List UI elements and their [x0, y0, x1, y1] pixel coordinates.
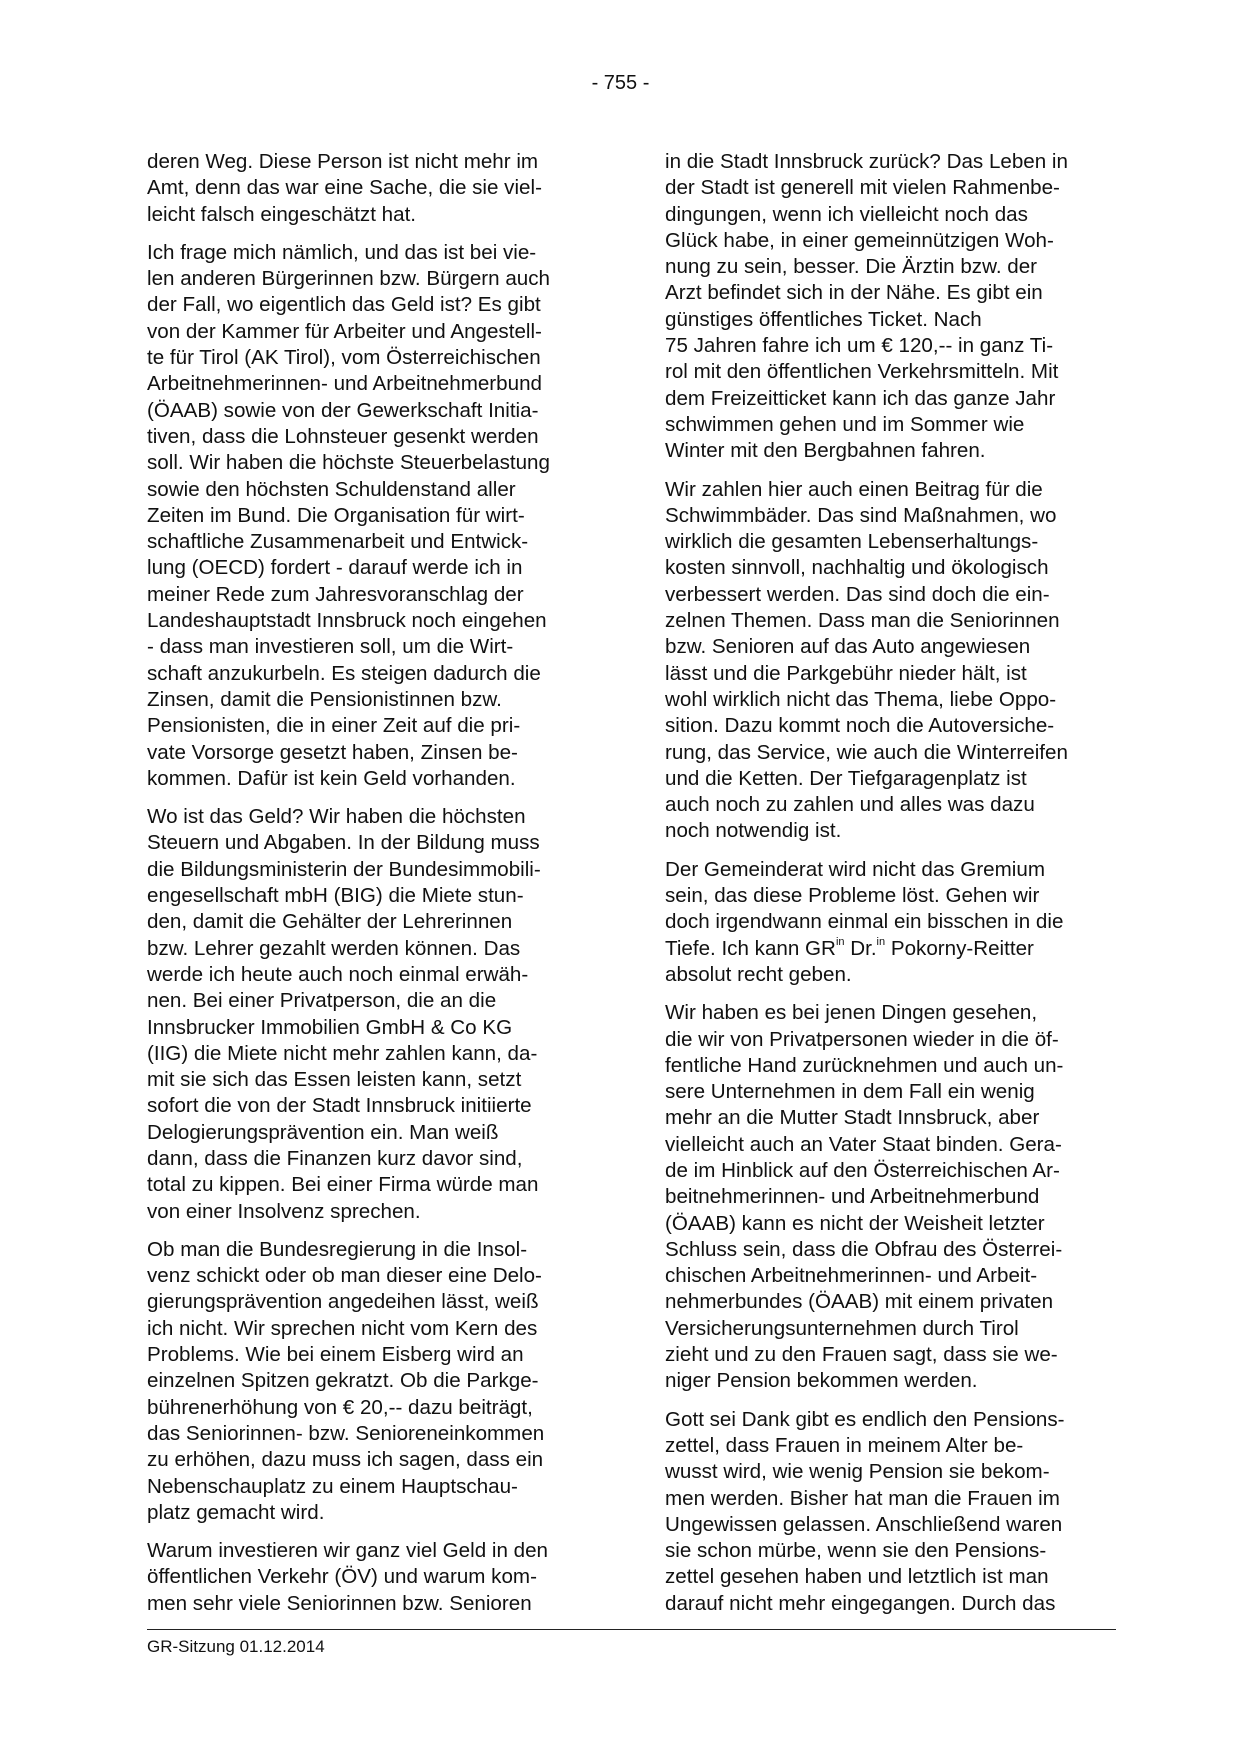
paragraph [665, 477, 1117, 845]
text-line: Problems. Wie bei einem Eisberg wird an [147, 1343, 524, 1367]
text-line: Pensionisten, die in einer Zeit auf die pri- [147, 714, 521, 738]
text-line: Zeiten im Bund. Die Organisation für wirt- [147, 503, 525, 527]
text-line: schaft anzukurbeln. Es steigen dadurch die [147, 661, 541, 685]
text-line: mehr an die Mutter Stadt Innsbruck, aber [665, 1106, 1040, 1130]
text-line: sofort die von der Stadt Innsbruck initiierte [147, 1094, 532, 1118]
text-line: noch notwendig ist. [665, 819, 842, 843]
text-line: Wo ist das Geld? Wir haben die höchsten [147, 805, 526, 829]
text-line: zu erhöhen, dazu muss ich sagen, dass ein [147, 1448, 544, 1472]
text-line: Schluss sein, dass die Obfrau des Österrei- [665, 1237, 1063, 1261]
text-line: zelnen Themen. Dass man die Seniorinnen [665, 609, 1060, 633]
text-line: von einer Insolvenz sprechen. [147, 1199, 421, 1223]
text-line: tiven, dass die Lohnsteuer gesenkt werden [147, 424, 539, 448]
text-line: sein, das diese Probleme löst. Gehen wir [665, 884, 1040, 908]
text-line: und die Ketten. Der Tiefgaragenplatz ist [665, 766, 1027, 790]
text-line: das Seniorinnen- bzw. Senioreneinkommen [147, 1421, 545, 1445]
text-fragment: Pokorny-Reitter [885, 936, 1034, 960]
text-line: die wir von Privatpersonen wieder in die öf- [665, 1027, 1059, 1051]
text-line: von der Kammer für Arbeiter und Angestell- [147, 319, 542, 343]
paragraph [147, 149, 599, 228]
text-line: lässt und die Parkgebühr nieder hält, ist [665, 661, 1027, 685]
text-line: sowie den höchsten Schuldenstand aller [147, 477, 516, 501]
text-line: Winter mit den Bergbahnen fahren. [665, 439, 986, 463]
paragraph [665, 1000, 1117, 1394]
paragraph [665, 149, 1117, 465]
text-line: zettel, dass Frauen in meinem Alter be- [665, 1433, 1024, 1457]
text-line: Warum investieren wir ganz viel Geld in den [147, 1539, 548, 1563]
text-line: absolut recht geben. [665, 962, 852, 986]
text-line: schaftliche Zusammenarbeit und Entwick- [147, 530, 529, 554]
text-line: Amt, denn das war eine Sache, die sie viel- [147, 176, 542, 200]
text-line [665, 936, 1117, 962]
text-line: chischen Arbeitnehmerinnen- und Arbeit- [665, 1264, 1038, 1288]
text-line: te für Tirol (AK Tirol), vom Österreichischen [147, 346, 541, 370]
text-line: in die Stadt Innsbruck zurück? Das Leben in [665, 150, 1068, 173]
paragraph [147, 804, 599, 1225]
text-line: nen. Bei einer Privatperson, die an die [147, 989, 497, 1013]
text-line: sere Unternehmen in dem Fall ein wenig [665, 1080, 1035, 1104]
text-line: ich nicht. Wir sprechen nicht vom Kern des [147, 1316, 538, 1340]
text-line: nehmerbundes (ÖAAB) mit einem privaten [665, 1290, 1054, 1314]
text-line: Innsbrucker Immobilien GmbH & Co KG [147, 1015, 513, 1039]
text-line: rol mit den öffentlichen Verkehrsmitteln. Mit [665, 360, 1059, 384]
text-line: günstiges öffentliches Ticket. Nach [665, 307, 982, 331]
text-line: gierungsprävention angedeihen lässt, weiß [147, 1290, 539, 1314]
text-line: meiner Rede zum Jahresvoranschlag der [147, 582, 524, 606]
text-line: dem Freizeitticket kann ich das ganze Jahr [665, 386, 1056, 410]
text-line: Arzt befindet sich in der Nähe. Es gibt ein [665, 281, 1043, 305]
text-line: Delogierungsprävention ein. Man weiß [147, 1120, 499, 1144]
text-line: sie schon mürbe, wenn sie den Pensions- [665, 1539, 1047, 1563]
text-line: (ÖAAB) sowie von der Gewerkschaft Initia- [147, 398, 539, 422]
text-line: engesellschaft mbH (BIG) die Miete stun- [147, 884, 524, 908]
text-line: einzelnen Spitzen gekratzt. Ob die Parkge- [147, 1369, 539, 1393]
text-line: vate Vorsorge gesetzt haben, Zinsen be- [147, 740, 518, 764]
superscript: in [835, 935, 845, 948]
page-number: - 755 - [591, 72, 650, 94]
text-line: der Fall, wo eigentlich das Geld ist? Es gibt [147, 293, 541, 317]
text-line: bzw. Senioren auf das Auto angewiesen [665, 635, 1031, 659]
text-line: sition. Dazu kommt noch die Autoversiche- [665, 714, 1055, 738]
text-line: wohl wirklich nicht das Thema, liebe Oppo- [665, 687, 1057, 711]
text-line: bzw. Lehrer gezahlt werden können. Das [147, 936, 521, 960]
text-fragment: Tiefe. Ich kann GR [665, 936, 836, 960]
text-line: der Stadt ist generell mit vielen Rahmenbe- [665, 176, 1060, 200]
text-line: deren Weg. Diese Person ist nicht mehr im [147, 150, 539, 173]
text-line: Arbeitnehmerinnen- und Arbeitnehmerbund [147, 372, 542, 396]
text-line: darauf nicht mehr eingegangen. Durch das [665, 1591, 1056, 1615]
text-line: bührenerhöhung von € 20,-- dazu beiträgt, [147, 1395, 533, 1419]
text-line: Ob man die Bundesregierung in die Insol- [147, 1237, 528, 1261]
right-column [665, 149, 1117, 1629]
text-line: men werden. Bisher hat man die Frauen im [665, 1486, 1060, 1510]
text-line: auch noch zu zahlen und alles was dazu [665, 793, 1035, 817]
text-line: fentliche Hand zurücknehmen und auch un- [665, 1053, 1064, 1077]
text-line: Versicherungsunternehmen durch Tirol [665, 1316, 1019, 1340]
paragraph [665, 1407, 1117, 1617]
text-line: Nebenschauplatz zu einem Hauptschau- [147, 1474, 518, 1498]
text-line: Wir zahlen hier auch einen Beitrag für die [665, 477, 1043, 501]
text-line: kosten sinnvoll, nachhaltig und ökologisch [665, 556, 1049, 580]
text-line: Gott sei Dank gibt es endlich den Pensions- [665, 1407, 1065, 1431]
text-line: doch irgendwann einmal ein bisschen in die [665, 910, 1064, 934]
text-line: - dass man investieren soll, um die Wirt- [147, 635, 514, 659]
left-column [147, 149, 599, 1629]
paragraph [147, 1237, 599, 1526]
text-line: beitnehmerinnen- und Arbeitnehmerbund [665, 1185, 1040, 1209]
text-line: Landeshauptstadt Innsbruck noch eingehen [147, 609, 547, 633]
text-line: dingungen, wenn ich vielleicht noch das [665, 202, 1028, 226]
text-line: Glück habe, in einer gemeinnützigen Woh- [665, 228, 1054, 252]
footer-divider [147, 1629, 1116, 1630]
text-line: zettel gesehen haben und letztlich ist man [665, 1565, 1049, 1589]
text-line: die Bildungsministerin der Bundesimmobili- [147, 857, 541, 881]
text-line: de im Hinblick auf den Österreichischen Ar- [665, 1158, 1060, 1182]
text-line: dann, dass die Finanzen kurz davor sind, [147, 1146, 523, 1170]
text-line: total zu kippen. Bei einer Firma würde man [147, 1173, 539, 1197]
text-line: zieht und zu den Frauen sagt, dass sie we- [665, 1343, 1058, 1367]
text-line: mit sie sich das Essen leisten kann, setzt [147, 1068, 522, 1092]
text-line: Schwimmbäder. Das sind Maßnahmen, wo [665, 503, 1057, 527]
text-line: (IIG) die Miete nicht mehr zahlen kann, da- [147, 1041, 538, 1065]
paragraph [147, 1538, 599, 1617]
text-line: wusst wird, wie wenig Pension sie bekom- [665, 1460, 1050, 1484]
text-line: men sehr viele Seniorinnen bzw. Senioren [147, 1591, 532, 1615]
text-line: niger Pension bekommen werden. [665, 1369, 978, 1393]
text-line: Zinsen, damit die Pensionistinnen bzw. [147, 687, 502, 711]
text-line: den, damit die Gehälter der Lehrerinnen [147, 910, 513, 934]
text-line: venz schickt oder ob man dieser eine Delo- [147, 1264, 542, 1288]
text-line: schwimmen gehen und im Sommer wie [665, 412, 1025, 436]
text-fragment: Dr. [844, 936, 877, 960]
text-line: Ungewissen gelassen. Anschließend waren [665, 1512, 1063, 1536]
text-line: öffentlichen Verkehr (ÖV) und warum kom- [147, 1565, 537, 1589]
text-line: nung zu sein, besser. Die Ärztin bzw. der [665, 255, 1038, 279]
footer-text: GR-Sitzung 01.12.2014 [147, 1637, 325, 1656]
text-line: (ÖAAB) kann es nicht der Weisheit letzter [665, 1211, 1045, 1235]
text-line: werde ich heute auch noch einmal erwäh- [147, 962, 529, 986]
text-line: vielleicht auch an Vater Staat binden. Gera- [665, 1132, 1062, 1156]
text-line: wirklich die gesamten Lebenserhaltungs- [665, 530, 1039, 554]
paragraph [147, 240, 599, 792]
text-line: 75 Jahren fahre ich um € 120,-- in ganz Ti- [665, 334, 1054, 358]
text-line: lung (OECD) fordert - darauf werde ich in [147, 556, 523, 580]
text-line: kommen. Dafür ist kein Geld vorhanden. [147, 766, 516, 790]
text-line: Der Gemeinderat wird nicht das Gremium [665, 857, 1045, 881]
text-line: Ich frage mich nämlich, und das ist bei vie- [147, 240, 537, 264]
superscript: in [876, 935, 886, 948]
text-line: leicht falsch eingeschätzt hat. [147, 202, 417, 226]
text-line: rung, das Service, wie auch die Winterreifen [665, 740, 1068, 764]
text-line: len anderen Bürgerinnen bzw. Bürgern auch [147, 267, 550, 291]
text-line: verbessert werden. Das sind doch die ein- [665, 582, 1050, 606]
text-line: Steuern und Abgaben. In der Bildung muss [147, 831, 540, 855]
text-line: soll. Wir haben die höchste Steuerbelastung [147, 451, 550, 475]
text-line: Wir haben es bei jenen Dingen gesehen, [665, 1001, 1038, 1025]
text-line: platz gemacht wird. [147, 1500, 325, 1524]
paragraph [665, 857, 1117, 988]
